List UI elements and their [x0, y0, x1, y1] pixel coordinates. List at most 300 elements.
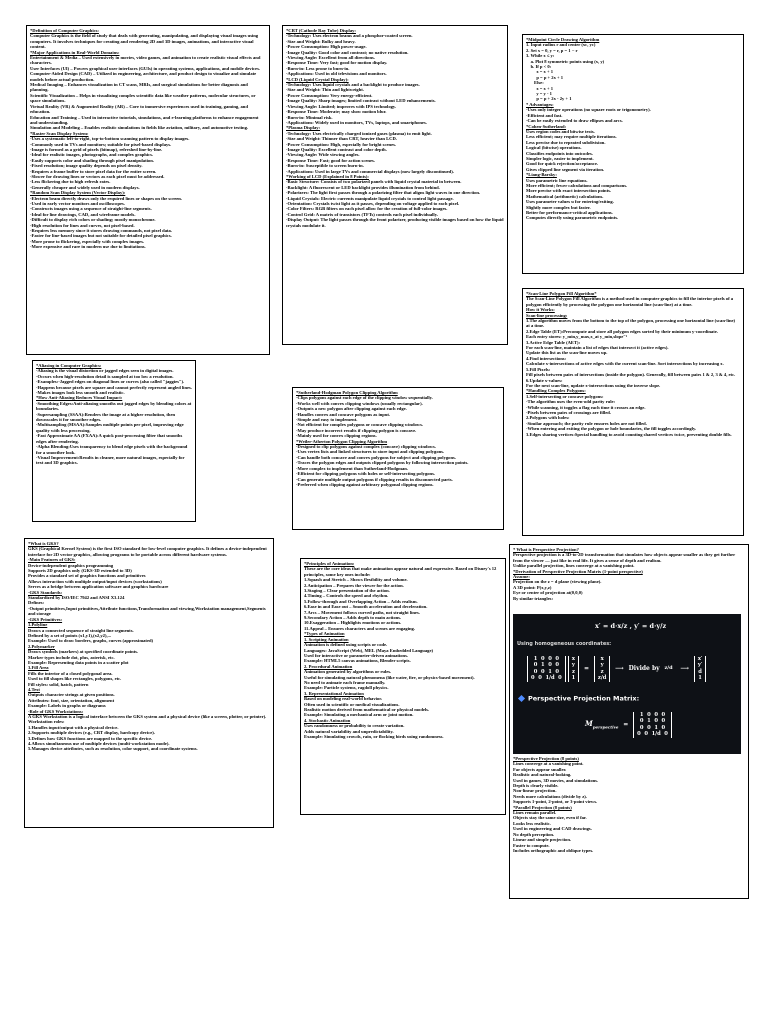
section-heading: *Sutherland-Hodgman Polygon Clipping Algorithm: [296, 390, 398, 395]
text-line: -Ideal for realistic images, photographs, and complex graphics.: [30, 152, 154, 158]
vector-result: [594, 656, 610, 682]
text-line: Languages: JavaScript (Web), MEL (Maya Embedded Language): [304, 647, 434, 653]
text-line: Calculate x-intersections of active edges with the current scan-line. Sort intersections by increasing x.: [526, 361, 724, 367]
text-line: Draws a connected sequence of straight line segments.: [28, 627, 134, 633]
text-line: -Display Output: The light passes through the front polarizer, producing visible images based on how the liquid crystals modulate it.: [286, 217, 505, 228]
text-line: Animation generated by algorithms or rules.: [304, 669, 392, 675]
text-line: Used in games, 3D movies, and simulations.: [513, 777, 599, 783]
section-perspective-projection: [509, 544, 749, 899]
text-line: Uses parametric line equations.: [526, 177, 588, 183]
section-heading: 2. Procedural Animation: [304, 663, 353, 669]
text-line: Lines converge at a vanishing point.: [513, 761, 584, 767]
text-line: Objects stay the same size, even if far.: [513, 815, 587, 821]
section-heading: 3. Representational Animation: [304, 690, 364, 696]
text-line: -Clips polygons against each edge of the clipping window sequentially.: [296, 395, 433, 401]
matrix-row: 0 0 1 0: [533, 668, 560, 675]
text-line: -Technology: Uses electrically charged ionized gases (plasma) to emit light.: [286, 130, 432, 136]
text-line: -Happens because pixels are square and cannot perfectly represent angled lines.: [36, 384, 192, 390]
text-line: Allows interaction with multiple output/input devices (workstations): [28, 578, 162, 584]
text-line: Less precise due to repeated subdivision.: [526, 139, 606, 145]
text-line: -Uses vertex lists and linked structures to store input and clipping polygons.: [296, 449, 445, 455]
text-line: -Supersampling (SSAA):Renders the image at a higher resolution, then downscales it for smoother edges.: [36, 411, 177, 423]
text-line: Used in engineering and CAD drawings.: [513, 826, 592, 832]
matrix-row: 1 0 0 0: [533, 656, 560, 662]
section-heading: *Cohen-Sutherland:: [526, 123, 567, 129]
matrix-label: $M_{perspective}$: [585, 719, 619, 730]
text-line: Good for quick rejection/acceptance.: [526, 161, 599, 167]
perspective-matrix-figure: [513, 614, 741, 754]
text-line: -Slower for drawing lines or vectors as each pixel must be addressed.: [30, 173, 165, 179]
text-line: -Image is formed as a grid of pixels (bitmap), refreshed line-by-line.: [30, 146, 163, 152]
text-line: Provides a standard set of graphics functions and primitives: [28, 573, 146, 579]
section-heading: *Definition of Computer Graphics:: [30, 28, 99, 33]
text-line: Perspective projection is a 3D-to-2D transformation that simulates how objects appear smaller as they get further from the viewer — just like in real life. It gives a sense of depth and realism.: [513, 552, 737, 563]
text-line: Animation is defined using scripts or code.: [304, 642, 388, 648]
text-line: Less efficient; may require multiple iterations.: [526, 134, 617, 140]
section-heading: -GKS Standards:: [28, 589, 63, 595]
text-line: -Outputs a new polygon after clipping against each edge.: [296, 406, 407, 412]
section-gks: [24, 538, 274, 828]
text-line: Realistic and natural-looking.: [513, 772, 572, 778]
text-line: 3. While x ≤ y:: [526, 53, 555, 59]
matrix-row: 0 0 1/d 0: [637, 731, 668, 738]
text-line: -Burn-in: Susceptible to screen burn-in.: [286, 163, 364, 169]
text-line: -Designed to clip polygons against complex (concave) clipping windows.: [296, 444, 436, 450]
text-line: -Preferred when clipping against arbitrary polygonal clipping regions.: [296, 481, 434, 487]
text-line: Fill styles: solid, hatch, pattern: [28, 681, 89, 687]
text-line: -Viewing Angle: Limited; improves with IPS technology.: [286, 103, 397, 109]
text-line: Needs more calculations (divide by z).: [513, 793, 587, 799]
text-line: Uses region codes and bitwise tests.: [526, 128, 595, 134]
text-line: No depth perception.: [513, 831, 555, 837]
text-line: -Liquid Crystals: Electric currents manipulate liquid crystals to control light passage.: [286, 195, 454, 201]
section-heading: *What is GKS?: [28, 541, 59, 546]
perspective-matrix-definition: $M_{perspective}$ = 1 0 0 0 0 1 0 0 0 0 1 0 0 0 1/d 0: [585, 712, 672, 738]
text-line: Else:: [526, 80, 544, 86]
perspective-parallel-text: [513, 756, 745, 853]
section-midpoint-circle: [522, 34, 744, 274]
text-line: Fills the interior of a closed polygonal area.: [28, 670, 113, 676]
divide-label: Divide by: [628, 665, 660, 673]
text-line: 2.Supports multiple devices (e.g., CRT display, hardcopy device).: [28, 730, 155, 736]
text-line: p = p + 2x - 2y + 1: [526, 96, 572, 102]
text-line: -Can generate multiple output polygons if clipping results in disconnected parts.: [296, 476, 453, 482]
section-heading: 2.Polymarker: [28, 643, 55, 649]
text-line: 5.Manages device attributes, such as resolution, color support, and coordinate systems.: [28, 746, 198, 752]
text-line: -More prone to flickering, especially with complex images.: [30, 238, 145, 244]
vector-entry: z: [571, 668, 575, 675]
text-line: Faster to compute.: [513, 842, 550, 848]
text-line: Simulation and Modeling – Enables realistic simulations in fields like aviation, military, and automotive testing.: [30, 125, 249, 131]
text-line: Uses parameter values u for entering/exiting.: [526, 199, 614, 205]
text-line: 2.Anticipation – Prepares the viewer for the action.: [304, 582, 404, 588]
text-line: -Power Consumption: High power usage.: [286, 44, 367, 50]
text-line: Lines remain parallel.: [513, 810, 557, 816]
vector-entry: y′: [697, 662, 703, 669]
text-line: -Technology: Uses electron beams and a phosphor-coated screen.: [286, 33, 413, 39]
text-line: Unlike parallel projection, lines converge at a vanishing point.: [513, 563, 635, 569]
text-line: 1.Self-intersecting or concave polygons:: [526, 393, 604, 399]
text-line: No need to animate each frame manually.: [304, 679, 386, 685]
section-heading: 1. Scripting Animation: [304, 636, 349, 642]
text-line: -Power Consumption: Very energy-efficient.: [286, 92, 373, 98]
text-line: -Control Grid: A matrix of transistors (TFTs) controls each pixel individually.: [286, 211, 438, 217]
text-line: -Less flickering due to high refresh rates.: [30, 179, 111, 185]
text-line: -Technology: Uses liquid crystals and a backlight to produce images.: [286, 82, 420, 88]
text-line: b. If p < 0:: [526, 64, 552, 70]
text-line: y = y - 1: [526, 91, 552, 97]
text-line: -Image Quality: Good color and contrast; no native resolution.: [286, 49, 409, 55]
text-line: -Not efficient for complex polygons or concave clipping windows.: [296, 422, 424, 428]
section-polygon-clipping: [292, 387, 504, 530]
section-heading: *Midpoint Circle Drawing Algorithm: [526, 37, 600, 42]
text-line: For the next scan-line, update x-intersections using the inverse slope.: [526, 382, 661, 388]
text-line: -Efficient for clipping polygons with holes or self-intersecting polygons.: [296, 471, 436, 477]
text-line: -Easily supports color and shading through pixel manipulation.: [30, 157, 154, 163]
vector-entry: 1: [698, 675, 702, 682]
section-heading: How it Works:: [526, 307, 555, 313]
text-line: -Difficult to display rich colors or shading; mostly monochrome.: [30, 217, 156, 223]
text-line: -Simple and easy to implement.: [296, 417, 358, 423]
text-line: 3.Staging – Clear presentation of the action.: [304, 588, 390, 594]
text-line: -While scanning, it toggles a flag each time it crosses an edge.: [526, 404, 646, 410]
text-line: Supports 2D graphics only (GKS-3D extended to 3D): [28, 568, 132, 574]
text-line: -Image Quality: Excellent contrast and color depth.: [286, 146, 387, 152]
text-line: 1.Handles input/output with a physical device.: [28, 724, 119, 730]
text-line: Computer-Aided Design (CAD) – Utilized in engineering, architecture, and product design to visualize and simulate models before actual production.: [30, 71, 258, 82]
text-line: -Faster for line-based images but not suitable for detailed pixel graphics.: [30, 233, 172, 239]
text-line: 1.The algorithm moves from the bottom to the top of the polygon, processing one horizontal line (scan-line) at a time.: [526, 318, 737, 329]
vector-final: [694, 656, 706, 682]
text-line: -Makes images look less smooth and realistic.: [36, 390, 125, 396]
matrix-row: 1 0 0 0: [639, 712, 666, 718]
vector-entry: z: [600, 668, 604, 675]
text-line: Example: Particle systems, ragdoll physics.: [304, 685, 389, 691]
text-line: Logical (bitwise) operations.: [526, 145, 582, 151]
text-line: -Backlight: A fluorescent or LED backlight provides illumination from behind.: [286, 184, 440, 190]
text-line: -Generally cheaper and widely used in modern displays.: [30, 184, 140, 190]
text-line: -Visual Improvement:Results in cleaner, more natural images, especially for text and 3D graphics.: [36, 454, 186, 466]
vector-entry: y: [600, 662, 604, 669]
text-line: -Uses a systematic left-to-right, top-to-bottom scanning pattern to display images.: [30, 136, 190, 142]
text-line: Linear and simple projection.: [513, 837, 572, 843]
text-line: Defines:: [28, 600, 45, 606]
text-line: -Can be easily extended to draw ellipses and arcs.: [526, 118, 623, 124]
text-line: 2. Set x = 0, y = r, p = 1 − r: [526, 47, 578, 53]
text-line: Medical Imaging – Enhances visualization in CT scans, MRIs, and surgical simulations for better diagnosis and planning.: [30, 82, 250, 93]
section-display-technologies: [282, 25, 508, 345]
section-heading: *Major Applications in Real-World Domains:: [30, 49, 120, 55]
text-line: Projection on the z = d plane (viewing plane).: [513, 579, 602, 585]
text-line: -Handles convex and concave polygons as input.: [296, 411, 391, 417]
text-line: Realistic motion derived from mathematical or physical models.: [304, 706, 430, 712]
text-line: For each scan-line, maintain a list of edges that intersect it (active edges).: [526, 345, 669, 351]
text-line: Classifies endpoints into outcodes.: [526, 150, 593, 156]
text-line: Device-independent graphics programming: [28, 562, 114, 568]
text-line: -Applications: Widely used in monitors, TVs, laptops, and smartphones.: [286, 119, 427, 125]
text-line: Example: Simulating crowds, rain, or flocking birds using randomness.: [304, 734, 444, 739]
section-heading: *LCD (Liquid Crystal Display):: [286, 76, 349, 82]
text-line: Example: Used to draw borders, graphs, curves (approximated): [28, 638, 154, 644]
text-line: -Response Time: Moderate; may show motion blur.: [286, 109, 387, 115]
text-line: -Used in early vector monitors and oscilloscopes.: [30, 201, 125, 206]
text-line: -Commonly used in TVs and monitors; suitable for pixel-based displays.: [30, 141, 172, 147]
text-line: 4.Timing – Controls the speed and rhythm.: [304, 593, 389, 599]
text-line: -Burn-in: Less prone to burn-in.: [286, 65, 350, 71]
section-heading: *Derivation of Perspective Projection Matrix (1-point perspective): [513, 568, 643, 574]
text-line: -Multisampling (MSAA):Samples multiple points per pixel, improving edge quality with less processing.: [36, 422, 185, 433]
text-line: -Applications: Used in old televisions and monitors.: [286, 71, 387, 77]
text-line: 5.Follow-through and Overlapping Action – Adds realism.: [304, 598, 418, 604]
text-line: Marker types include dot, plus, asterisk, etc.: [28, 654, 115, 660]
text-line: By similar triangles:: [513, 595, 553, 601]
text-line: -Image Quality: Sharp images; limited contrast without LED enhancements.: [286, 98, 436, 104]
text-line: More efficient; fewer calculations and comparisons.: [526, 182, 628, 188]
section-computer-graphics: [26, 25, 270, 355]
text-line: Used for interactive or parameter-driven animations.: [304, 652, 409, 658]
text-line: -Fast Approximate AA (FXAA):A quick post-processing filter that smooths edges after rendering.: [36, 433, 184, 444]
text-line: Looks less realistic.: [513, 820, 551, 826]
section-heading: *Parallel Projection (8 points): [513, 804, 572, 810]
section-animation: [300, 558, 506, 815]
text-line: Used to fill shapes like rectangles, polygons, etc.: [28, 676, 122, 682]
text-line: Outputs character strings at given positions.: [28, 692, 115, 698]
text-line: -Pixels between pairs of crossings are filled.: [526, 409, 611, 415]
section-heading: 4.Text: [28, 686, 40, 692]
section-heading: 1.Polyline: [28, 622, 48, 628]
section-heading: *Aliasing in Computer Graphics:: [36, 363, 102, 368]
section-heading: *Handling Complex Polygons:: [526, 388, 586, 394]
section-heading: * Advantages:: [526, 101, 554, 107]
text-line: Example: HTML5 canvas animations, Blender scripts.: [304, 658, 411, 664]
vector-entry: z/d: [597, 675, 607, 682]
text-line: -Can handle both concave and convex polygons for subject and clipping polygons.: [296, 454, 456, 460]
figure-caption: Using homogeneous coordinates:: [517, 641, 612, 647]
text-line: x = x + 1: [526, 85, 554, 91]
text-line: Serves as a bridge between application software and graphics hardware: [28, 584, 169, 590]
text-line: Useful for simulating natural phenomena (like water, fire, or physics-based movement).: [304, 674, 475, 680]
text-line: These are the core ideas that make animation appear natural and expressive. Based on Disney's 12 principles, some key ones include:: [304, 566, 498, 577]
text-line: -The algorithm uses the even-odd parity rule:: [526, 399, 616, 405]
text-line: -Power Consumption: High, especially for bright scenes.: [286, 141, 397, 147]
text-line: -Uses only integer operations (no square roots or trigonometry).: [526, 107, 651, 113]
text-line: -Applications: Used in large TVs and commercial displays (now largely discontinued).: [286, 168, 454, 174]
text-line: x = x + 1: [526, 69, 554, 75]
section-heading: *Weiler-Atherton Polygon Clipping Algorithm: [296, 438, 388, 444]
text-line: -Size and Weight: Thinner than CRT, heavier than LCD.: [286, 136, 397, 142]
text-line: Virtual Reality (VR) & Augmented Reality (AR) – Core to immersive experiences used in training, gaming, and education.: [30, 103, 250, 115]
text-line: -Aliasing is the visual distortion or jagged edges seen in digital images.: [36, 368, 174, 374]
text-line: Far objects appear smaller.: [513, 766, 567, 772]
text-line: 3.Active Edge Table (AET):: [526, 339, 581, 345]
text-line: Update this list as the scan-line moves up.: [526, 350, 608, 356]
text-line: 6.Ease in and Ease out – Smooth acceleration and deceleration.: [304, 604, 428, 610]
text-line: -Basic Structure: Consists of two polarized panels with liquid crystal material in between.: [286, 179, 462, 185]
section-heading: *How Anti-Aliasing Reduces Visual Impact:: [36, 395, 123, 401]
text-line: -Response Time: Fast; good for action scenes.: [286, 157, 375, 163]
text-line: -May produce incorrect results if clipping polygon is concave.: [296, 427, 417, 433]
text-line: -Burn-in: Minimal risk.: [286, 114, 333, 120]
text-line: -Traces the polygon edges and outputs clipped polygons by following intersection points.: [296, 460, 469, 466]
perspective-matrix: [633, 712, 672, 738]
text-line: 10.Exaggeration – Highlights emotions or actions.: [304, 620, 402, 626]
section-heading: *Scan-Line Polygon Fill Algorithm*: [526, 291, 597, 296]
section-heading: * What is Perspective Projection?: [513, 547, 579, 552]
text-line: -Examples:-Jagged edges on diagonal lines or curves (also called "jaggies").: [36, 379, 185, 385]
section-heading: *Working of LCD (Explained in 8 Points):: [286, 173, 369, 179]
text-line: Slightly more complex but faster.: [526, 204, 591, 210]
homogeneous-equation: 1 0 0 0 0 1 0 0 0 0 1 0 0 0 1/d 0 x y z 1 = x y z z/d ⟶ Divide by z/d ⟶ x′ y′ d 1: [527, 656, 706, 682]
matrix-row: 0 0 1/d 0: [531, 675, 562, 682]
text-line: GKS (Graphical Kernel System) is the first ISO standard for low-level computer graphics. It defines a device-independent interface for 2D vector graphics, allowing programs to be portable across different hardware systems.: [28, 546, 268, 557]
text-line: -High resolution for lines and curves, not pixel-based.: [30, 222, 135, 228]
text-line: -Size and Weight: Bulky and heavy.: [286, 38, 356, 44]
text-line: Fill pixels between pairs of intersections (inside the polygon). Generally, fill between pairs 1 & 2, 3 & 4, etc.: [526, 372, 736, 378]
section-heading: *Random Scan Display System (Vector Display):: [30, 190, 126, 196]
text-line: -Color Filters: RGB filters on each pixel allow for the creation of full-color images.: [286, 206, 448, 212]
text-line: -Similar approach; the parity rule ensures holes are not filled.: [526, 420, 647, 426]
text-line: Includes orthographic and oblique types.: [513, 847, 594, 853]
text-line: a. Plot 8 symmetric points using (x, y): [526, 58, 605, 64]
section-heading: Scan-line processing:: [526, 312, 568, 318]
vector-entry: d: [698, 668, 702, 675]
text-line: Adds natural variability and unpredictability.: [304, 728, 394, 734]
vector-entry: 1: [571, 675, 576, 682]
diamond-icon: [518, 695, 525, 702]
section-heading: *Raster Scan Display System:: [30, 130, 89, 136]
text-line: Workstation roles:: [28, 719, 65, 725]
text-line: -Alpha Blending:Uses transparency to blend edge pixels with the background for a smoother look.: [36, 444, 189, 455]
divide-fraction: z/d: [664, 665, 673, 672]
section-heading: -Role of GKS Workstations:: [28, 708, 84, 714]
formula-similar-triangles: x′ = d·x/z , y′ = d·y/z: [595, 622, 667, 630]
text-line: Defined by a set of points (x1,y1),(x2,y2),...: [28, 632, 112, 638]
vector-xyz1: [568, 656, 580, 682]
vector-entry: x: [600, 656, 604, 662]
perspective-text: [513, 547, 745, 613]
section-heading: Assume:: [513, 574, 530, 580]
text-line: User Interfaces (UI) – Powers graphical user interfaces (GUIs) in operating systems, applications, and mobile devices.: [30, 65, 261, 71]
section-heading: *Principles of Animation:: [304, 561, 355, 566]
text-line: -Size and Weight: Thin and lightweight.: [286, 87, 364, 93]
text-line: 2.Polygons with holes:: [526, 415, 570, 421]
section-aliasing: [32, 360, 196, 522]
text-line: -Response Time: Very fast; good for motion display.: [286, 60, 388, 66]
text-line: -Orientation: Crystals twist light as it passes, depending on voltage applied to each pixel.: [286, 201, 460, 206]
text-line: 2.Edge Table (ET):Precompute and store all polygon edges sorted by their minimum y-coordinate.: [526, 328, 718, 334]
text-line: 6.Update x-values:: [526, 377, 563, 383]
section-heading: *Types of Animation: [304, 631, 345, 637]
text-line: -Occurs when high-resolution detail is sampled at too low a resolution.: [36, 373, 174, 379]
section-heading: 4. Stochastic Animation: [304, 717, 351, 723]
section-heading: *Liang-Barsky:: [526, 172, 557, 178]
text-line: Often used in scientific or medical visualizations.: [304, 701, 400, 707]
text-line: Education and Training – Used in interactive tutorials, simulations, and e-learning platforms to enhance engagement and understanding.: [30, 114, 260, 125]
text-line: Attributes: font, size, orientation, alignment: [28, 697, 115, 703]
text-line: Simpler logic, easier to implement.: [526, 155, 594, 161]
text-line: -More complex to implement than Sutherland-Hodgman.: [296, 465, 408, 471]
vector-entry: x′: [697, 656, 703, 662]
text-line: -Smoothing Edges:Anti-aliasing smooths out jagged edges by blending colors at boundaries.: [36, 400, 193, 412]
text-line: 9.Secondary Action – Adds depth to main actions.: [304, 615, 402, 621]
text-line: Each entry stores: y_min,y_max,x_at y_min,slope⁻¹: [526, 334, 628, 340]
section-heading: *Perspective Projection (8 points): [513, 756, 579, 761]
text-line: -Requires less memory since it stores drawing commands, not pixel data.: [30, 228, 172, 234]
text-line: 5.Fill Pixels:: [526, 366, 551, 372]
matrix-section-title: Perspective Projection Matrix:: [519, 696, 639, 702]
text-line: 11.Appeal – Ensures characters and scenes are engaging.: [304, 625, 415, 631]
perspective-matrix-left: [527, 656, 566, 682]
text-line: Computer Graphics is the field of study that deals with generating, manipulating, and displaying visual images using computers. It involves techniques for creating and rendering 2D and 3D images, animations, and interactive visual content.: [30, 33, 260, 50]
matrix-row: 0 1 0 0: [533, 662, 560, 669]
text-line: -Efficient and fast.: [526, 112, 563, 118]
text-line: Supports 1-point, 2-point, or 3-point views.: [513, 799, 598, 805]
text-line: 3.Defines how GKS functions are mapped to the specific device.: [28, 735, 153, 741]
section-heading: -Main Features of GKS:: [28, 557, 76, 563]
text-line: Draws symbols (markers) at specified coordinate points.: [28, 649, 139, 655]
section-heading: -GKS Primitives:: [28, 616, 63, 622]
text-line: 1. Input radius r and center (xc, yc): [526, 42, 596, 48]
text-line: 1.Squash and Stretch – Shows flexibility and volume.: [304, 577, 408, 583]
text-line: Non-linear projection.: [513, 788, 557, 794]
text-line: 4.Find intersections:: [526, 355, 567, 361]
text-line: More precise with exact intersection points.: [526, 188, 612, 194]
matrix-row: 0 1 0 0: [639, 718, 666, 725]
text-line: Depth is clearly visible.: [513, 783, 559, 789]
text-line: Example: Labels in graphs or diagrams: [28, 703, 106, 709]
text-line: p = p + 2x + 1: [526, 74, 564, 80]
section-heading: *Plasma Display:: [286, 125, 321, 131]
section-scanline-fill: [522, 288, 744, 536]
vector-entry: x: [571, 656, 575, 662]
text-line: Example: Simulating a mechanical arm or joint motion.: [304, 712, 414, 718]
text-line: Example: Representing data points in a scatter plot: [28, 659, 129, 665]
section-heading: 3.Fill Area: [28, 665, 49, 671]
text-line: Based on modeling real-world behavior.: [304, 696, 382, 702]
text-line: Computes directly using parametric endpoints.: [526, 215, 619, 221]
text-line: Mathematical (arithmetic) calculations.: [526, 193, 604, 199]
text-line: -Viewing Angle: Excellent from all directions.: [286, 55, 375, 61]
vector-entry: y: [571, 662, 575, 669]
text-line: 7.Arcs – Movement follows curved paths, not straight lines.: [304, 609, 420, 615]
text-line: -Ideal for line drawings, CAD, and wireframe models.: [30, 211, 136, 217]
text-line: -More expensive and rare in modern use due to limitations.: [30, 244, 146, 250]
text-line: Eye or center of projection at(0,0,0): [513, 590, 583, 596]
text-line: -When entering and exiting the polygon or hole boundaries, the fill toggles accordingly.: [526, 426, 697, 432]
text-line: -Polarizers: The light first passes through a polarizing filter that aligns light waves in one direction.: [286, 190, 481, 196]
text-line: Standardized by ISO/IEC 7942 and ANSI X3.124: [28, 595, 125, 601]
text-line: 4.Allows simultaneous use of multiple devices (multi-workstation mode).: [28, 741, 170, 747]
text-line: 3.Edges sharing vertices:Special handling to avoid counting shared vertices twice, preventing double fills.: [526, 431, 732, 437]
matrix-row: 0 0 1 0: [639, 724, 666, 731]
text-line: Scientific Visualization – Helps in visualizing complex scientific data like weather patterns, molecular structures, or space simulations.: [30, 92, 257, 104]
text-line: -Constructs images using a sequence of straight-line segments.: [30, 206, 152, 212]
text-line: The Scan-Line Polygon Fill Algorithm is a method used in computer graphics to fill the interior pixels of a polygon efficiently by processing the polygon one horizontal line (scan-line) at a time.: [526, 296, 735, 307]
text-line: -Mainly used for convex clipping regions.: [296, 433, 377, 439]
text-line: -Output primitives,Input primitives,Attribute functions,Transformation and viewing,Workstation management,Segments and storage: [28, 605, 267, 617]
text-line: Gives clipped line segment via iteration.: [526, 166, 605, 172]
text-line: -Requires a frame buffer to store pixel data for the entire screen.: [30, 168, 157, 174]
text-line: -Electron beam directly draws only the required lines or shapes on the screen.: [30, 195, 182, 201]
text-line: A GKS Workstation is a logical interface between the GKS system and a physical device (like a screen, plotter, or printer).: [28, 714, 267, 719]
text-line: Better for performance-critical applications.: [526, 210, 613, 215]
text-line: Entertainment & Media – Used extensively in movies, video games, and animation to create realistic visual effects and characters.: [30, 55, 262, 66]
text-line: A 3D point: P(x,y,z): [513, 584, 552, 590]
text-line: -Viewing Angle: Wide viewing angles.: [286, 152, 360, 158]
text-line: -Fixed resolution; image quality depends on pixel density.: [30, 163, 143, 169]
section-heading: *CRT (Cathode Ray Tube) Display:: [286, 28, 356, 33]
text-line: -Works well with convex clipping windows (usually rectangular).: [296, 400, 423, 406]
